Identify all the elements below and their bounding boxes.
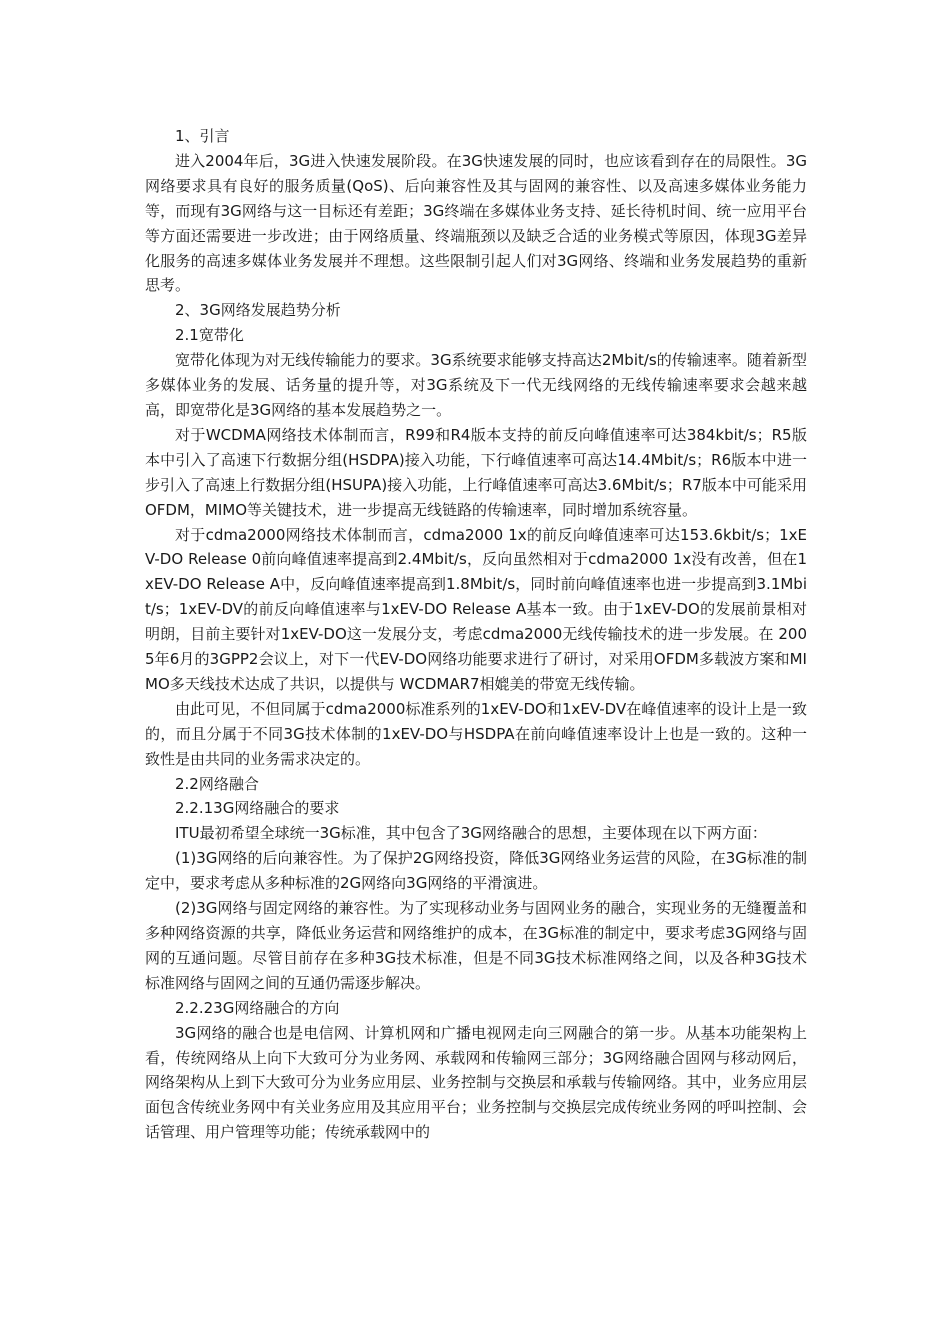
section-heading-introduction: 1、引言 <box>175 127 230 145</box>
paragraph-three-network-convergence: 3G网络的融合也是电信网、计算机网和广播电视网走向三网融合的第一步。从基本功能架构上看，传统网络从上向下大致可分为业务网、承载网和传输网三部分；3G网络融合固网与移动网后，网络架构从上到下大致可分为业务应用层、业务控制与交换层和承载与传输网络。其中，业务应用层面包含传统业务网中有关业务应用及其应用平台；业务控制与交换层完成传统业务网的呼叫控制、会话管理、用户管理等功能；传统承载网中的 <box>145 1023 807 1142</box>
paragraph-itu: ITU最初希望全球统一3G标准，其中包含了3G网络融合的思想，主要体现在以下两方面： <box>175 824 767 843</box>
subsection-heading-convergence: 2.2网络融合 <box>175 774 259 793</box>
paragraph-consistency: 由此可见，不但同属于cdma2000标准系列的1xEV-DO和1xEV-DV在峰值速率的设计上是一致的，而且分属于不同3G技术体制的1xEV-DO与HSDPA在前向峰值速率设计上也是一致的。这种一致性是由共同的业务需求决定的。 <box>145 699 807 768</box>
document-body <box>145 124 807 1145</box>
subsubsection-heading-convergence-requirements: 2.2.13G网络融合的要求 <box>175 799 340 818</box>
paragraph-backward-compatibility: (1)3G网络的后向兼容性。为了保护2G网络投资，降低3G网络业务运营的风险，在3G标准的制定中，要求考虑从多种标准的2G网络向3G网络的平滑演进。 <box>145 849 807 893</box>
section-heading-trend-analysis: 2、3G网络发展趋势分析 <box>175 301 341 320</box>
paragraph-introduction: 进入2004年后，3G进入快速发展阶段。在3G快速发展的同时，也应该看到存在的局限性。3G网络要求具有良好的服务质量(QoS)、后向兼容性及其与固网的兼容性、以及高速多媒体业务能力等，而现有3G网络与这一目标还有差距；3G终端在多媒体业务支持、延长待机时间、统一应用平台等方面还需要进一步改进；由于网络质量、终端瓶颈以及缺乏合适的业务模式等原因，体现3G差异化服务的高速多媒体业务发展并不理想。这些限制引起人们对3G网络、终端和业务发展趋势的重新思考。 <box>145 151 807 295</box>
paragraph-fixed-compatibility: (2)3G网络与固定网络的兼容性。为了实现移动业务与固网业务的融合，实现业务的无缝覆盖和多种网络资源的共享，降低业务运营和网络维护的成本，在3G标准的制定中，要求考虑3G网络与固网的互通问题。尽管目前存在多种3G技术标准，但是不同3G技术标准网络之间，以及各种3G技术标准网络与固网之间的互通仍需逐步解决。 <box>145 899 807 992</box>
paragraph-wcdma: 对于WCDMA网络技术体制而言，R99和R4版本支持的前反向峰值速率可达384kbit/s；R5版本中引入了高速下行数据分组(HSDPA)接入功能，下行峰值速率可高达14.4Mbit/s；R6版本中进一步引入了高速上行数据分组(HSUPA)接入功能，上行峰值速率可高达3.6Mbit/s；R7版本中可能采用OFDM，MIMO等关键技术，进一步提高无线链路的传输速率，同时增加系统容量。 <box>145 425 807 519</box>
subsection-heading-broadband: 2.1宽带化 <box>175 326 244 345</box>
paragraph-broadband-requirement: 宽带化体现为对无线传输能力的要求。3G系统要求能够支持高达2Mbit/s的传输速率。随着新型多媒体业务的发展、话务量的提升等，对3G系统及下一代无线网络的无线传输速率要求会越来越高，即宽带化是3G网络的基本发展趋势之一。 <box>145 351 807 419</box>
subsubsection-heading-convergence-direction: 2.2.23G网络融合的方向 <box>175 998 340 1017</box>
paragraph-cdma2000: 对于cdma2000网络技术体制而言，cdma2000 1x的前反向峰值速率可达153.6kbit/s；1xEV-DO Release 0前向峰值速率提高到2.4Mbit/s，反向虽然相对于cdma2000 1x没有改善，但在1xEV-DO Release A中，反向峰值速率提高到1.8Mbit/s，同时前向峰值速率也进一步提高到3.1Mbit/s；1xEV-DV的前反向峰值速率与1xEV-DO Release A基本一致。由于1xEV-DO的发展前景相对明朗，目前主要针对1xEV-DO这一发展分支，考虑cdma2000无线传输技术的进一步发展。在 2005年6月的3GPP2会议上，对下一代EV-DO网络功能要求进行了研讨，对采用OFDM多载波方案和MIMO多天线技术达成了共识，以提供与 WCDMAR7相媲美的带宽无线传输。 <box>145 525 807 693</box>
